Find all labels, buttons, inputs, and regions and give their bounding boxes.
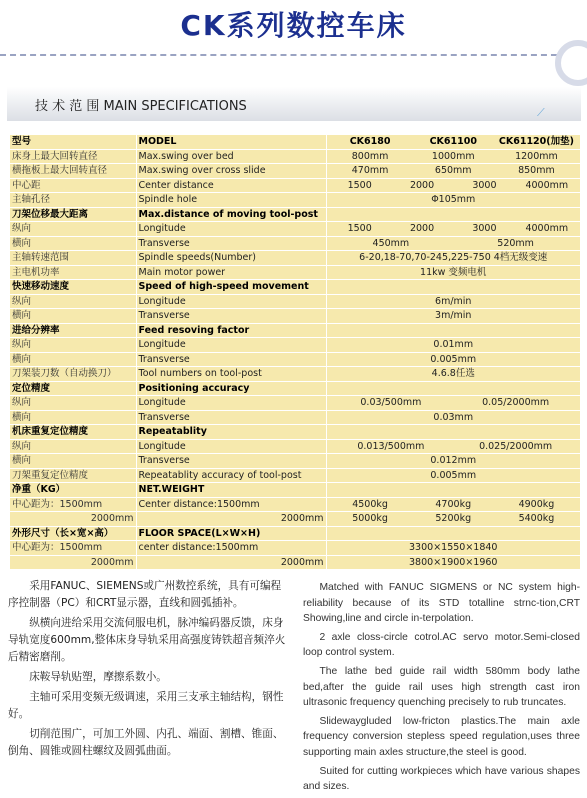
spec-value: 520mm <box>497 237 534 249</box>
spec-value: 0.05/2000mm <box>482 397 550 409</box>
spec-values <box>326 149 580 164</box>
spec-label-cn: 主轴转速范围 <box>10 251 136 266</box>
spec-value: 4700kg <box>435 498 472 510</box>
spec-value: 3800×1900×1960 <box>409 556 498 568</box>
spec-values <box>326 222 580 237</box>
spec-label-cn: 纵向 <box>10 222 136 237</box>
spec-row <box>10 236 580 251</box>
spec-label-cn: 横拖板上最大回转直径 <box>10 164 136 179</box>
spec-row <box>10 483 580 498</box>
header-cn: 型号 <box>10 135 136 149</box>
spec-values <box>326 468 580 483</box>
spec-label-cn: 刀架重复定位精度 <box>10 468 136 483</box>
spec-value: 450mm <box>372 237 410 249</box>
spec-value: 5000kg <box>352 513 388 525</box>
section-title: 技 术 范 围 MAIN SPECIFICATIONS <box>35 99 247 114</box>
spec-value: 0.013/500mm <box>357 440 425 452</box>
spec-values <box>326 236 580 251</box>
spec-value: 650mm <box>434 165 472 177</box>
spec-label-en: Transverse <box>136 236 326 251</box>
spec-value: 0.012mm <box>430 455 477 467</box>
spec-row <box>10 323 580 338</box>
spec-label-en: Longitude <box>136 439 326 454</box>
spec-label-cn: 净重（KG） <box>10 483 136 498</box>
spec-row <box>10 178 580 193</box>
spec-label-en: FLOOR SPACE(L×W×H) <box>136 526 326 541</box>
spec-label-en: Tool numbers on tool-post <box>136 367 326 382</box>
spec-row <box>10 367 580 382</box>
paragraph: 床鞍导轨贴塑，摩擦系数小。 <box>29 671 167 683</box>
spec-label-cn: 机床重复定位精度 <box>10 425 136 440</box>
spec-label-cn: 横向 <box>10 410 136 425</box>
spec-value: 470mm <box>351 165 389 177</box>
paragraph: 切削范围广，可加工外圆、内孔、端面、割槽、锥面、倒角、圆锥或圆柱螺纹及圆弧曲面。 <box>8 728 284 757</box>
spec-values <box>326 164 580 179</box>
spec-values <box>326 294 580 309</box>
spec-values <box>326 309 580 324</box>
dashed-divider <box>0 54 587 56</box>
spec-row <box>10 526 580 541</box>
spec-label-cn: 横向 <box>10 236 136 251</box>
spec-label-cn: 2000mm <box>10 555 136 570</box>
spec-label-en: Center distance:1500mm <box>136 497 326 512</box>
model-name: CK61120(加垫) <box>498 136 574 148</box>
spec-value: 850mm <box>518 165 555 177</box>
spec-row <box>10 497 580 512</box>
spec-label-en: Spindle hole <box>136 193 326 208</box>
spec-label-en: NET.WEIGHT <box>136 483 326 498</box>
spec-values <box>326 207 580 222</box>
spec-row <box>10 468 580 483</box>
paragraph: 采用FANUC、SIEMENS或广州数控系统，具有可编程序控制器（PC）和CRT显示器，直线和圆弧插补。 <box>8 580 282 609</box>
spec-values <box>326 178 580 193</box>
spec-label-en: Longitude <box>136 338 326 353</box>
spec-value: 4.6.8任选 <box>431 368 475 380</box>
paragraph: Suited for cutting workpieces which have various shapes and sizes. <box>303 765 580 793</box>
spec-row <box>10 309 580 324</box>
spec-value: 4500kg <box>352 498 388 510</box>
spec-row <box>10 164 580 179</box>
spec-label-cn: 快速移动速度 <box>10 280 136 295</box>
spec-values <box>326 396 580 411</box>
description-chinese <box>8 578 290 763</box>
spec-label-cn: 主轴孔径 <box>10 193 136 208</box>
spec-row <box>10 352 580 367</box>
spec-value: 3000 <box>472 179 497 191</box>
spec-label-cn: 横向 <box>10 454 136 469</box>
spec-row <box>10 454 580 469</box>
spec-label-cn: 纵向 <box>10 294 136 309</box>
spec-row <box>10 541 580 556</box>
spec-row <box>10 294 580 309</box>
spec-value: 0.005mm <box>430 353 477 365</box>
page-title: CK系列数控车床 <box>180 9 407 42</box>
spec-row <box>10 280 580 295</box>
spec-value: 2000 <box>409 179 435 191</box>
table-header-row <box>10 135 580 149</box>
description-english <box>303 580 580 798</box>
spec-value: 11kw 变频电机 <box>420 266 487 278</box>
spec-row <box>10 396 580 411</box>
spec-label-en: Max.distance of moving tool-post <box>136 207 326 222</box>
spec-row <box>10 555 580 570</box>
spec-label-en: 2000mm <box>136 512 326 527</box>
spec-label-en: Repeatablity <box>136 425 326 440</box>
spec-label-cn: 刀架装刀数（自动换刀） <box>10 367 136 382</box>
spec-table <box>10 135 580 570</box>
spec-values <box>326 338 580 353</box>
spec-label-en: Feed resoving factor <box>136 323 326 338</box>
spec-values <box>326 280 580 295</box>
spec-value: 0.005mm <box>430 469 477 481</box>
spec-label-cn: 进给分辨率 <box>10 323 136 338</box>
header-models <box>326 135 580 149</box>
spec-value: 3m/min <box>435 310 472 322</box>
spec-value: 0.03mm <box>433 411 474 423</box>
spec-value: 0.01mm <box>433 339 474 351</box>
spec-label-cn: 横向 <box>10 352 136 367</box>
corner-ring-ornament <box>555 40 587 86</box>
spec-label-cn: 纵向 <box>10 338 136 353</box>
spec-value: 0.025/2000mm <box>479 440 553 452</box>
spec-value: 6-20,18-70,70-245,225-750 4档无级变速 <box>359 252 548 264</box>
paragraph: Matched with FANUC SIGMENS or NC system high-reliability because of its STD totalline strnc-tion,CRT Showing,line and circle in-terpolation. <box>303 582 580 625</box>
spec-row <box>10 425 580 440</box>
spec-label-en: Longitude <box>136 294 326 309</box>
spec-label-en: Transverse <box>136 454 326 469</box>
spec-value: 1500 <box>347 179 372 191</box>
spec-label-en: Main motor power <box>136 265 326 280</box>
spec-value: 3000 <box>472 223 497 235</box>
spec-label-en: Speed of high-speed movement <box>136 280 326 295</box>
spec-label-cn: 纵向 <box>10 439 136 454</box>
section-header <box>7 87 581 121</box>
spec-value: 2000 <box>409 223 435 235</box>
spec-label-cn: 定位精度 <box>10 381 136 396</box>
spec-value: 4900kg <box>518 498 555 510</box>
spec-values <box>326 323 580 338</box>
paragraph: 2 axle closs-circle cotrol.AC servo motor.Semi-closed loop control system. <box>303 631 580 659</box>
spec-value: 4000mm <box>525 223 569 235</box>
spec-row <box>10 265 580 280</box>
spec-values <box>326 193 580 208</box>
spec-label-en: Max.swing over bed <box>136 149 326 164</box>
spec-label-cn: 床身上最大回转直径 <box>10 149 136 164</box>
spec-values <box>326 439 580 454</box>
spec-row <box>10 439 580 454</box>
spec-label-en: Spindle speeds(Number) <box>136 251 326 266</box>
spec-values <box>326 367 580 382</box>
spec-label-en: Max.swing over cross slide <box>136 164 326 179</box>
spec-label-en: Transverse <box>136 309 326 324</box>
model-name: CK61100 <box>429 136 477 148</box>
spec-values <box>326 352 580 367</box>
spec-value: 6m/min <box>435 295 472 307</box>
tick-mark-icon: ⟋ <box>537 106 545 119</box>
spec-label-en: Transverse <box>136 352 326 367</box>
spec-row <box>10 251 580 266</box>
spec-value: 3300×1550×1840 <box>409 542 498 554</box>
spec-values <box>326 381 580 396</box>
paragraph: 纵横向进给采用交流伺服电机，脉冲编码器反馈，床身导轨宽度600mm,整体床身导轨采用高强度铸铁超音频淬火后精密磨削。 <box>8 617 286 663</box>
spec-value: 1000mm <box>431 150 475 162</box>
spec-row <box>10 410 580 425</box>
spec-label-en: Transverse <box>136 410 326 425</box>
spec-values <box>326 265 580 280</box>
spec-label-en: Longitude <box>136 222 326 237</box>
spec-values <box>326 425 580 440</box>
model-name: CK6180 <box>349 136 391 148</box>
spec-value: 800mm <box>351 150 389 162</box>
spec-values <box>326 541 580 556</box>
spec-values <box>326 512 580 527</box>
header-en: MODEL <box>136 135 326 149</box>
spec-row <box>10 149 580 164</box>
spec-row <box>10 338 580 353</box>
spec-values <box>326 526 580 541</box>
spec-label-cn: 纵向 <box>10 396 136 411</box>
spec-value: 0.03/500mm <box>360 397 422 409</box>
spec-values <box>326 555 580 570</box>
spec-row <box>10 222 580 237</box>
spec-values <box>326 410 580 425</box>
spec-row <box>10 193 580 208</box>
spec-label-en: Center distance <box>136 178 326 193</box>
spec-value: 1200mm <box>515 150 558 162</box>
spec-value: 5200kg <box>435 513 472 525</box>
spec-label-en: center distance:1500mm <box>136 541 326 556</box>
spec-row <box>10 381 580 396</box>
spec-label-cn: 中心距为：1500mm <box>10 497 136 512</box>
spec-label-en: 2000mm <box>136 555 326 570</box>
spec-value: 4000mm <box>525 179 569 191</box>
spec-row <box>10 512 580 527</box>
spec-value: 5400kg <box>518 513 555 525</box>
spec-value: Φ105mm <box>431 194 476 206</box>
spec-label-cn: 2000mm <box>10 512 136 527</box>
spec-label-cn: 横向 <box>10 309 136 324</box>
spec-values <box>326 497 580 512</box>
spec-values <box>326 454 580 469</box>
spec-label-en: Positioning accuracy <box>136 381 326 396</box>
spec-label-cn: 外形尺寸（长×宽×高） <box>10 526 136 541</box>
spec-values <box>326 483 580 498</box>
paragraph: 主轴可采用变频无级调速，采用三支承主轴结构，钢性好。 <box>8 691 284 720</box>
spec-label-cn: 中心距 <box>10 178 136 193</box>
paragraph: Slidewaygluded low-fricton plastics.The main axle frequency conversion stepless speed regulation,uses three supporting main axles structure,the steel is good. <box>303 715 580 758</box>
spec-label-en: Repeatablity accuracy of tool-post <box>136 468 326 483</box>
spec-label-cn: 主电机功率 <box>10 265 136 280</box>
spec-label-en: Longitude <box>136 396 326 411</box>
spec-values <box>326 251 580 266</box>
spec-row <box>10 207 580 222</box>
spec-label-cn: 中心距为：1500mm <box>10 541 136 556</box>
spec-label-cn: 刀架位移最大距离 <box>10 207 136 222</box>
spec-value: 1500 <box>347 223 372 235</box>
paragraph: The lathe bed guide rail width 580mm body lathe bed,after the guide rail uses high strength cast iron ultrasonic frequency quenching precisely to rub truncates. <box>303 665 580 709</box>
